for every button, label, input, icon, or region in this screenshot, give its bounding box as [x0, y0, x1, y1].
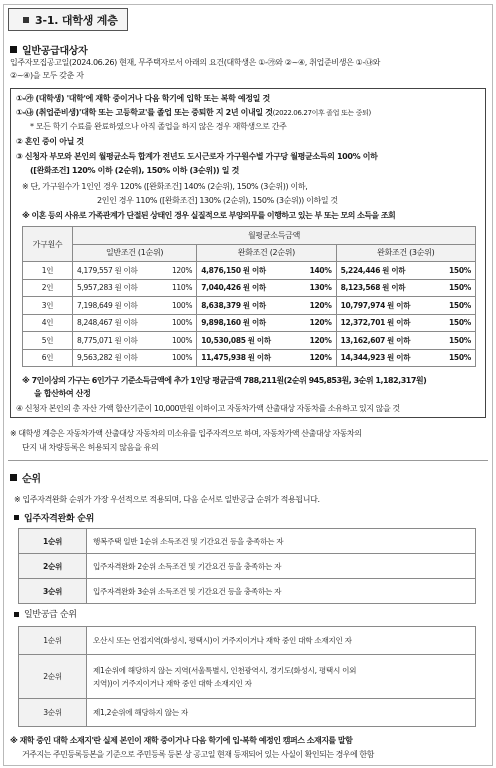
relax3-amount-cell [336, 297, 439, 315]
table-row [23, 332, 476, 350]
general-percent-cell: 100% [162, 314, 196, 332]
amount-suffix: 원 이하 [247, 353, 271, 363]
condition-4: ④ 신청자 본인의 총 자산 가액 합산기준이 10,000만원 이하이고 자동차가액 산출대상 자동차를 소유하고 있지 않을 것 [16, 404, 400, 413]
amount-suffix: 원 이하 [114, 283, 138, 293]
relax3-percent-cell: 150% [439, 297, 476, 315]
relax3-amount-cell [336, 262, 439, 280]
amount-value: 9,898,160 [201, 318, 241, 328]
relax3-amount-cell [336, 349, 439, 367]
desc-line-1: 제1순위에 해당하지 않는 지역(서울특별시, 인천광역시, 경기도(화성시, 평택시 이외 [93, 665, 357, 675]
footnote-line-1: ※ 재학 중인 대학 소재지'란 실제 본인이 재학 중이거나 다음 학기에 입·복학 예정인 캠퍼스 소재지를 말함 [10, 736, 353, 745]
amount-suffix: 원 이하 [114, 353, 138, 363]
section-divider [8, 460, 488, 461]
priority-note: ※ 입주자격완화 순위가 가장 우선적으로 적용되며, 다음 순서로 일반공급 순위가 적용됩니다. [14, 495, 320, 504]
rank-cell: 3순위 [19, 579, 87, 604]
general-amount-cell [73, 297, 163, 315]
table-row [23, 314, 476, 332]
table-row [23, 262, 476, 280]
condition-3-line-2: ([완화조건] 120% 이하 (2순위), 150% 이하 (3순위)) 일 것 [30, 166, 239, 175]
amount-suffix: 원 이하 [114, 318, 138, 328]
rank-cell: 2순위 [19, 655, 87, 699]
condition-1b [16, 106, 371, 120]
priority-heading-text: 순위 [22, 474, 41, 485]
amount-value: 5,224,446 [340, 265, 381, 275]
table-row [23, 279, 476, 297]
amount-suffix: 원 이하 [387, 300, 411, 310]
priority-heading [10, 470, 41, 485]
condition-2: ② 혼인 중이 아닐 것 [16, 137, 84, 146]
amount-suffix: 원 이하 [242, 265, 266, 275]
amount-suffix: 원 이하 [242, 283, 266, 293]
amount-value: 8,775,071 [77, 335, 113, 345]
general-amount-cell [73, 279, 163, 297]
intro-line-1: 입주자모집공고일(2024.06.26) 현재, 무주택자로서 아래의 요건(대학생은 ①-㉮와 ②~④, 취업준비생은 ①-㉯와 [10, 58, 381, 67]
car-note-line-2: 단지 내 차량등록은 허용되지 않음을 유의 [22, 443, 159, 452]
condition-1b-note: * 모든 학기 수료를 완료하였으나 아직 졸업을 하지 않은 경우 재학생으로 간주 [30, 122, 287, 131]
relax-priority-table [18, 528, 476, 604]
amount-suffix: 원 이하 [114, 335, 138, 345]
amount-value: 10,530,085 [201, 335, 246, 345]
amount-suffix: 원 이하 [242, 318, 266, 328]
rank-cell: 3순위 [19, 699, 87, 727]
general-percent-cell: 100% [162, 332, 196, 350]
seven-plus-note-line-2: 을 합산하여 산정 [34, 389, 91, 398]
general-amount-cell [73, 314, 163, 332]
relax2-percent-cell: 120% [299, 297, 336, 315]
relax3-amount-cell [336, 314, 439, 332]
relax2-percent-cell: 120% [299, 314, 336, 332]
amount-suffix: 원 이하 [387, 353, 411, 363]
general-heading-text: 일반공급대상자 [22, 46, 88, 57]
relax2-amount-cell [197, 262, 300, 280]
relax3-percent-cell: 150% [439, 332, 476, 350]
desc-cell: 제1,2순위에 해당하지 않는 자 [87, 699, 476, 727]
desc-line-2: 지역))이 거주지이거나 재학 중인 대학 소재지인 자 [93, 678, 252, 688]
col-household: 가구원수 [23, 227, 73, 262]
general-percent-cell: 100% [162, 297, 196, 315]
footnote-line-2: 거주지는 주민등록등본을 기준으로 주민등록 등본 상 공고일 현재 등재되어 있는 사실이 확인되는 경우에 한함 [22, 750, 374, 759]
relax3-percent-cell: 150% [439, 279, 476, 297]
rank-cell: 1순위 [19, 627, 87, 655]
relax2-amount-cell [197, 297, 300, 315]
general-amount-cell [73, 262, 163, 280]
relax2-amount-cell [197, 332, 300, 350]
condition-3-divorce-note: ※ 이혼 등의 사유로 가족관계가 단절된 상태인 경우 실질적으로 부양의무를 이행하고 있는 부 또는 모의 소득을 조회 [22, 211, 396, 220]
condition-3-sub-1: ※ 단, 가구원수가 1인인 경우 120% ([완화조건] 140% (2순위), 150% (3순위)) 이하, [22, 182, 308, 191]
table-row [23, 349, 476, 367]
amount-value: 10,797,974 [340, 300, 386, 310]
table-row [19, 554, 476, 579]
household-cell: 2인 [23, 279, 73, 297]
seven-plus-note-line-1: ※ 7인이상의 가구는 6인가구 기준소득금액에 추가 1인당 평균금액 788,211원(2순위 945,853원, 3순위 1,182,317원) [22, 376, 427, 385]
relax2-amount-cell [197, 349, 300, 367]
household-cell: 1인 [23, 262, 73, 280]
relax2-amount-cell [197, 314, 300, 332]
amount-value: 8,248,467 [77, 318, 113, 328]
household-cell: 5인 [23, 332, 73, 350]
general-percent-cell: 120% [162, 262, 196, 280]
household-cell: 6인 [23, 349, 73, 367]
condition-1a: ①-㉮ (대학생) '대학'에 재학 중이거나 다음 학기에 입학 또는 복학 예정일 것 [16, 94, 270, 103]
amount-value: 8,638,379 [201, 300, 241, 310]
table-row [19, 627, 476, 655]
amount-value: 4,179,557 [77, 265, 113, 275]
condition-3-line-1: ③ 신청자 부모와 본인의 월평균소득 합계가 전년도 도시근로자 가구원수별 가구당 월평균소득의 100% 이하 [16, 152, 378, 161]
relax3-percent-cell: 150% [439, 314, 476, 332]
col-relax-2: 완화조건 (2순위) [197, 244, 336, 262]
amount-suffix: 원 이하 [242, 300, 266, 310]
amount-value: 8,123,568 [340, 283, 381, 293]
amount-suffix: 원 이하 [247, 335, 271, 345]
car-note-line-1: ※ 대학생 계층은 자동차가액 산출대상 자동차의 미소유를 입주자격으로 하며, 자동차가액 산출대상 자동차의 [10, 429, 362, 438]
table-row [19, 579, 476, 604]
general-percent-cell: 100% [162, 349, 196, 367]
relax3-amount-cell [336, 279, 439, 297]
amount-value: 4,876,150 [201, 265, 241, 275]
relax-priority-heading-text: 입주자격완화 순위 [24, 514, 94, 524]
amount-value: 5,957,283 [77, 283, 113, 293]
general-heading [10, 42, 88, 57]
general-amount-cell [73, 332, 163, 350]
relax-priority-heading [14, 511, 94, 524]
general-amount-cell [73, 349, 163, 367]
amount-value: 12,372,701 [340, 318, 386, 328]
table-row [19, 699, 476, 727]
section-title-box [8, 8, 128, 31]
desc-cell: 행복주택 일반 1순위 소득조건 및 기간요건 등을 충족하는 자 [87, 529, 476, 554]
desc-cell: 오산시 또는 연접지역(화성시, 평택시)이 거주지이거나 재학 중인 대학 소재지인 자 [87, 627, 476, 655]
desc-cell: 입주자격완화 2순위 소득조건 및 기간요건 등을 충족하는 자 [87, 554, 476, 579]
relax2-percent-cell: 120% [299, 349, 336, 367]
amount-value: 14,344,923 [340, 353, 386, 363]
relax3-amount-cell [336, 332, 439, 350]
table-row [19, 655, 476, 699]
household-cell: 4인 [23, 314, 73, 332]
relax3-percent-cell: 150% [439, 349, 476, 367]
general-priority-heading-text: 일반공급 순위 [24, 610, 77, 620]
desc-cell: 입주자격완화 3순위 소득조건 및 기간요건 등을 충족하는 자 [87, 579, 476, 604]
general-percent-cell: 110% [162, 279, 196, 297]
relax2-percent-cell: 140% [299, 262, 336, 280]
condition-1b-date: (2022.06.27이후 졸업 또는 중퇴) [272, 109, 371, 117]
condition-1b-main: ①-㉯ (취업준비생)'대학 또는 고등학교'를 졸업 또는 중퇴한 지 2년 이내일 것 [16, 108, 273, 117]
relax3-percent-cell: 150% [439, 262, 476, 280]
col-general: 일반조건 (1순위) [73, 244, 197, 262]
small-square-icon [14, 515, 19, 520]
condition-3-sub-2: 2인인 경우 110% ([완화조건] 130% (2순위), 150% (3순위)) 이하일 것 [97, 196, 338, 205]
table-row [23, 297, 476, 315]
amount-value: 9,563,282 [77, 353, 113, 363]
amount-suffix: 원 이하 [387, 335, 411, 345]
amount-suffix: 원 이하 [114, 300, 138, 310]
general-priority-heading [14, 609, 77, 622]
relax2-percent-cell: 130% [299, 279, 336, 297]
desc-cell [87, 655, 476, 699]
intro-line-2: ②~④)을 모두 갖춘 자 [10, 71, 84, 80]
amount-value: 13,162,607 [340, 335, 386, 345]
relax2-percent-cell: 120% [299, 332, 336, 350]
rank-cell: 2순위 [19, 554, 87, 579]
col-income-group: 월평균소득금액 [73, 227, 476, 245]
col-relax-3: 완화조건 (3순위) [336, 244, 475, 262]
amount-suffix: 원 이하 [382, 265, 406, 275]
amount-value: 11,475,938 [201, 353, 246, 363]
small-square-icon [14, 612, 19, 617]
general-priority-table [18, 626, 476, 727]
rank-cell: 1순위 [19, 529, 87, 554]
amount-suffix: 원 이하 [387, 318, 411, 328]
amount-value: 7,040,426 [201, 283, 241, 293]
relax2-amount-cell [197, 279, 300, 297]
section-title: 3-1. 대학생 계층 [35, 13, 118, 27]
household-cell: 3인 [23, 297, 73, 315]
amount-suffix: 원 이하 [382, 283, 406, 293]
amount-suffix: 원 이하 [114, 265, 138, 275]
income-table [22, 226, 476, 367]
black-square-icon [10, 46, 17, 53]
amount-value: 7,198,649 [77, 300, 113, 310]
black-square-icon [10, 474, 17, 481]
table-row [19, 529, 476, 554]
square-bullet-icon [23, 17, 29, 23]
